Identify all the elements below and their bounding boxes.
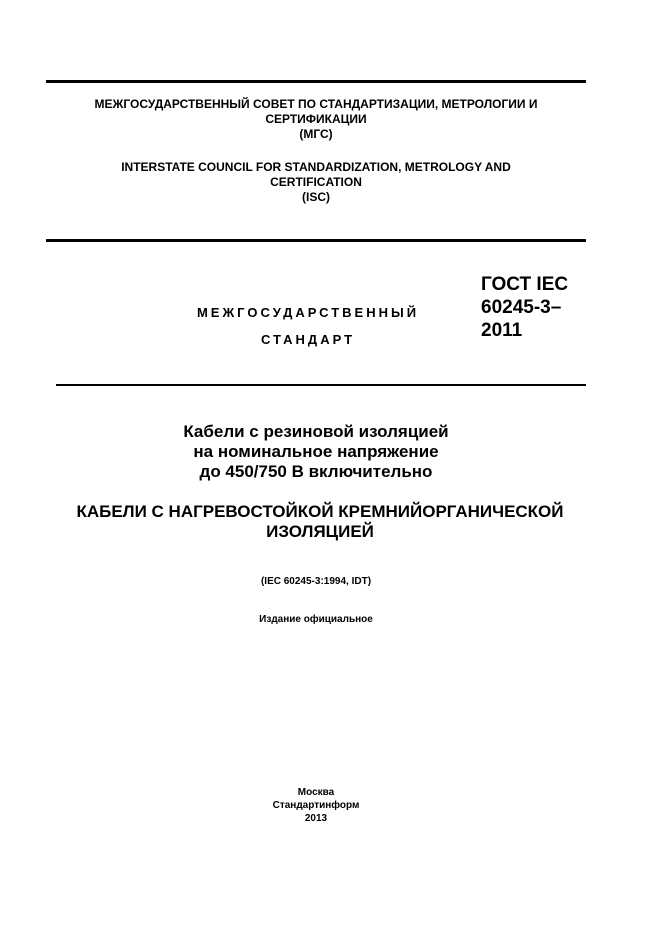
subtitle-line2: ИЗОЛЯЦИЕЙ	[266, 522, 374, 541]
council-ru-abbr: (МГС)	[299, 127, 333, 141]
imprint-publisher: Стандартинформ	[272, 800, 360, 811]
standard-number-line2: 60245-3–	[481, 297, 562, 318]
edition-label: Издание официальное	[259, 614, 373, 625]
document-title	[56, 422, 576, 482]
iec-reference: (IEC 60245-3:1994, IDT)	[260, 576, 372, 587]
middle-rule	[46, 239, 586, 242]
council-en-abbr: (ISC)	[302, 190, 330, 204]
standard-type-line2: СТАНДАРТ	[260, 332, 356, 347]
imprint-city: Москва	[297, 787, 335, 798]
council-name-english	[46, 160, 586, 205]
standard-number-line3: 2011	[481, 320, 523, 341]
council-ru-line1: МЕЖГОСУДАРСТВЕННЫЙ СОВЕТ ПО СТАНДАРТИЗАЦИИ, МЕТРОЛОГИИ И	[94, 97, 538, 111]
council-en-line2: CERTIFICATION	[270, 175, 362, 189]
standard-type-line1: МЕЖГОСУДАРСТВЕННЫЙ	[196, 305, 420, 320]
council-ru-line2: СЕРТИФИКАЦИИ	[265, 112, 367, 126]
council-name-russian	[46, 97, 586, 142]
top-rule	[46, 80, 586, 83]
document-subtitle	[40, 502, 600, 542]
standard-number-line1: ГОСТ IEC	[481, 274, 569, 295]
title-line1: Кабели с резиновой изоляцией	[183, 422, 449, 441]
imprint	[56, 786, 576, 825]
bottom-rule	[56, 384, 586, 386]
title-line2: на номинальное напряжение	[193, 442, 439, 461]
standard-number	[481, 273, 591, 342]
title-line3: до 450/750 В включительно	[199, 462, 433, 481]
subtitle-line1: КАБЕЛИ С НАГРЕВОСТОЙКОЙ КРЕМНИЙОРГАНИЧЕСКОЙ	[76, 502, 564, 521]
council-en-line1: INTERSTATE COUNCIL FOR STANDARDIZATION, METROLOGY AND	[121, 160, 511, 174]
imprint-year: 2013	[304, 813, 328, 824]
